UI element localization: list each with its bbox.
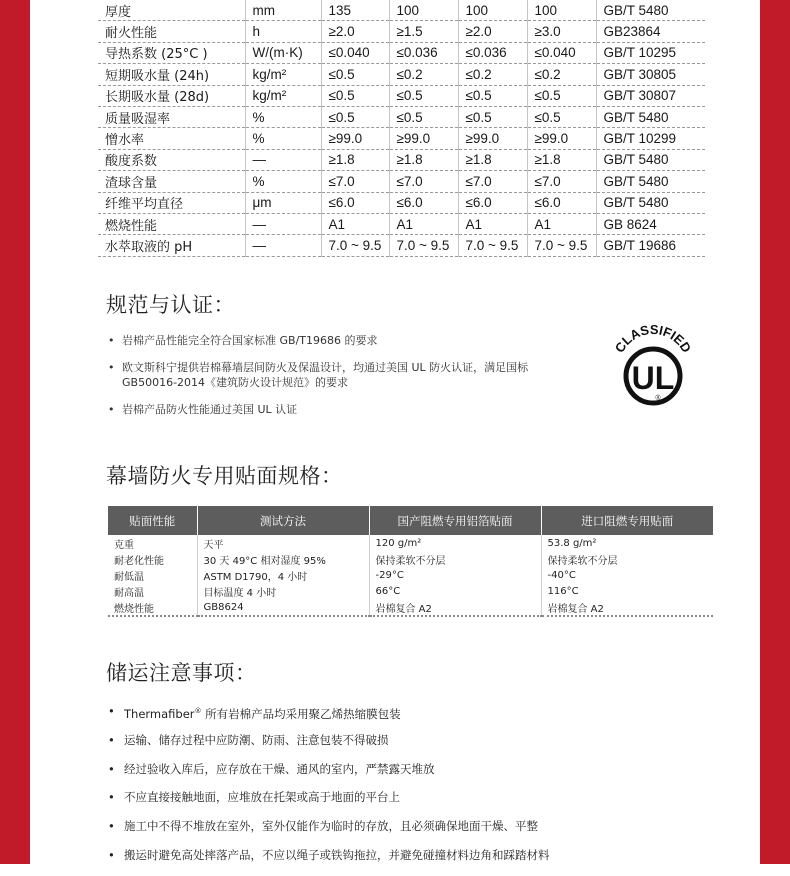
column-header: 进口阻燃专用贴面 xyxy=(541,506,713,535)
table-cell: 燃烧性能 xyxy=(98,213,245,234)
table-cell: 116°C xyxy=(547,585,579,597)
table-row xyxy=(98,21,705,42)
table-cell: 耐低温 xyxy=(108,567,197,583)
table-cell: 渣球含量 xyxy=(98,171,245,192)
table-row xyxy=(98,128,705,149)
table-cell: 天平 xyxy=(197,535,369,551)
table-cell: 保持柔软不分层 xyxy=(369,551,541,567)
table-cell: GB/T 10299 xyxy=(596,128,705,149)
table-cell: ≤0.5 xyxy=(321,64,389,85)
table-cell: ≥2.0 xyxy=(458,21,527,42)
list-item: • 运输、储存过程中应防潮、防雨、注意包装不得破损 xyxy=(108,732,550,761)
table-cell: 耐火性能 xyxy=(98,21,245,42)
table-cell: μm xyxy=(245,192,321,213)
table-cell: 岩棉复合 A2 xyxy=(541,599,713,616)
table-cell: ASTM D1790，4 小时 xyxy=(197,567,369,583)
table-cell: 53.8 g/m² xyxy=(547,537,597,549)
table-cell: 纤维平均直径 xyxy=(98,192,245,213)
table-cell: GB/T 10295 xyxy=(596,42,705,63)
table-cell: 质量吸湿率 xyxy=(98,106,245,127)
table-cell: 135 xyxy=(321,0,389,21)
list-item: • 搬运时避免高处摔落产品，不应以绳子或铁钩拖拉，并避免碰撞材料边角和踩踏材料 xyxy=(108,847,550,876)
table-cell: GB/T 5480 xyxy=(596,192,705,213)
table-cell: ≤0.036 xyxy=(458,42,527,63)
column-header: 国产阻燃专用铝箔贴面 xyxy=(369,506,541,535)
table-cell: ≤6.0 xyxy=(321,192,389,213)
brand-registered: ® xyxy=(194,707,202,715)
list-item: • 岩棉产品防火性能通过美国 UL 认证 xyxy=(108,402,528,417)
table-cell: ≤7.0 xyxy=(527,171,596,192)
table-cell: 耐高温 xyxy=(108,583,197,599)
left-red-border xyxy=(0,0,30,864)
right-red-border xyxy=(760,0,790,864)
table-cell: GB/T 30805 xyxy=(596,64,705,85)
table-cell: GB/T 5480 xyxy=(596,171,705,192)
table-cell: ≥1.8 xyxy=(321,149,389,170)
table-cell: A1 xyxy=(458,213,527,234)
table-cell: kg/m² xyxy=(245,85,321,106)
facing-table xyxy=(108,506,713,617)
table-cell: A1 xyxy=(527,213,596,234)
table-cell: ≤0.5 xyxy=(321,85,389,106)
table-cell: ≥1.8 xyxy=(527,149,596,170)
table-cell: — xyxy=(245,149,321,170)
table-cell: GB/T 19686 xyxy=(596,235,705,256)
table-cell: A1 xyxy=(321,213,389,234)
spec-table xyxy=(98,0,705,257)
table-cell: % xyxy=(245,128,321,149)
table-cell: ≤0.2 xyxy=(527,64,596,85)
table-cell: ≤0.5 xyxy=(321,106,389,127)
table-cell: ≤7.0 xyxy=(458,171,527,192)
table-cell: GB/T 5480 xyxy=(596,0,705,21)
column-header: 贴面性能 xyxy=(108,506,197,535)
table-row xyxy=(98,64,705,85)
table-row xyxy=(108,567,713,583)
table-cell: GB/T 5480 xyxy=(596,106,705,127)
table-row xyxy=(98,106,705,127)
table-cell: mm xyxy=(245,0,321,21)
table-cell: ≤6.0 xyxy=(389,192,458,213)
table-cell: ≥1.5 xyxy=(389,21,458,42)
table-cell: ≤0.5 xyxy=(527,85,596,106)
list-item: • 不应直接接触地面，应堆放在托架或高于地面的平台上 xyxy=(108,789,550,818)
table-cell: 100 xyxy=(527,0,596,21)
table-cell: 30 天 49°C 相对湿度 95% xyxy=(197,551,369,567)
table-cell: ≤6.0 xyxy=(458,192,527,213)
table-row xyxy=(108,535,713,551)
table-cell: GB8624 xyxy=(197,599,369,616)
table-row xyxy=(98,149,705,170)
table-cell: 7.0 ~ 9.5 xyxy=(458,235,527,256)
table-cell: 厚度 xyxy=(98,0,245,21)
table-row xyxy=(108,599,713,616)
table-cell: 憎水率 xyxy=(98,128,245,149)
brand-name: Thermafiber xyxy=(124,706,195,721)
ul-logo-top-text: CLASSIFIED xyxy=(611,321,695,356)
table-cell: ≤0.040 xyxy=(321,42,389,63)
table-cell: ≤7.0 xyxy=(389,171,458,192)
table-cell: -40°C xyxy=(547,569,576,581)
table-cell: ≤0.5 xyxy=(458,85,527,106)
table-cell: ≥99.0 xyxy=(527,128,596,149)
certification-list xyxy=(108,333,528,417)
table-row xyxy=(108,583,713,599)
table-cell: % xyxy=(245,171,321,192)
table-row xyxy=(98,213,705,234)
table-cell: 短期吸水量 (24h) xyxy=(98,64,245,85)
table-cell: 燃烧性能 xyxy=(108,599,197,616)
table-cell: W/(m·K) xyxy=(245,42,321,63)
table-cell: h xyxy=(245,21,321,42)
table-cell: ≥1.8 xyxy=(458,149,527,170)
table-cell: 7.0 ~ 9.5 xyxy=(321,235,389,256)
table-cell: — xyxy=(245,235,321,256)
certification-title: 规范与认证： xyxy=(106,293,235,317)
storage-list xyxy=(108,703,550,876)
table-cell: 水萃取液的 pH xyxy=(98,235,245,256)
list-item: • 经过验收入库后，应存放在干燥、通风的室内，严禁露天堆放 xyxy=(108,761,550,790)
list-item: • 岩棉产品性能完全符合国家标准 GB/T19686 的要求 xyxy=(108,333,528,348)
table-cell: 酸度系数 xyxy=(98,149,245,170)
table-cell: ≤0.2 xyxy=(389,64,458,85)
table-cell: 120 g/m² xyxy=(369,535,541,551)
table-cell: 克重 xyxy=(108,535,197,551)
list-item: • Thermafiber® 所有岩棉产品均采用聚乙烯热缩膜包装 xyxy=(108,703,550,732)
table-row xyxy=(98,235,705,256)
ul-logo-mark: UL xyxy=(631,360,675,396)
table-cell: ≥99.0 xyxy=(321,128,389,149)
table-row xyxy=(98,85,705,106)
table-cell: 100 xyxy=(458,0,527,21)
table-cell: kg/m² xyxy=(245,64,321,85)
table-cell: 7.0 ~ 9.5 xyxy=(527,235,596,256)
facing-title: 幕墙防火专用贴面规格： xyxy=(106,464,343,488)
table-cell: ≥3.0 xyxy=(527,21,596,42)
table-cell: GB 8624 xyxy=(596,213,705,234)
table-cell: % xyxy=(245,106,321,127)
ul-classified-logo xyxy=(603,318,703,410)
table-row xyxy=(98,192,705,213)
table-cell: ≤6.0 xyxy=(527,192,596,213)
table-cell: -29°C xyxy=(369,567,541,583)
table-cell: GB23864 xyxy=(596,21,705,42)
table-cell: A1 xyxy=(389,213,458,234)
table-cell: 长期吸水量 (28d) xyxy=(98,85,245,106)
table-cell: ≥1.8 xyxy=(389,149,458,170)
table-cell: ≤0.5 xyxy=(389,106,458,127)
table-cell: 66°C xyxy=(369,583,541,599)
table-cell: ≤0.040 xyxy=(527,42,596,63)
table-row xyxy=(108,551,713,567)
table-cell: ≤0.5 xyxy=(458,106,527,127)
table-cell: 耐老化性能 xyxy=(108,551,197,567)
storage-title: 储运注意事项： xyxy=(106,661,257,685)
table-cell: 导热系数 (25°C ) xyxy=(98,42,245,63)
table-row xyxy=(98,0,705,21)
list-item: • 欧文斯科宁提供岩棉幕墙层间防火及保温设计，均通过美国 UL 防火认证，满足国标 GB50016-2014《建筑防火设计规范》的要求 xyxy=(108,360,528,390)
table-cell: 100 xyxy=(389,0,458,21)
table-cell: — xyxy=(245,213,321,234)
table-cell: GB/T 30807 xyxy=(596,85,705,106)
table-cell: ≥2.0 xyxy=(321,21,389,42)
table-row xyxy=(98,42,705,63)
table-cell: GB/T 5480 xyxy=(596,149,705,170)
table-cell: ≤0.2 xyxy=(458,64,527,85)
list-item: • 施工中不得不堆放在室外，室外仅能作为临时的存放，且必须确保地面干燥、平整 xyxy=(108,818,550,847)
table-cell: 保持柔软不分层 xyxy=(547,555,618,567)
table-cell: 目标温度 4 小时 xyxy=(197,583,369,599)
table-cell: 岩棉复合 A2 xyxy=(369,599,541,616)
table-cell: 7.0 ~ 9.5 xyxy=(389,235,458,256)
table-cell: ≤0.5 xyxy=(527,106,596,127)
table-row xyxy=(98,171,705,192)
table-cell: ≤0.5 xyxy=(389,85,458,106)
column-header: 测试方法 xyxy=(197,506,369,535)
table-cell: ≥99.0 xyxy=(389,128,458,149)
table-cell: ≥99.0 xyxy=(458,128,527,149)
table-cell: ≤0.036 xyxy=(389,42,458,63)
table-cell: ≤7.0 xyxy=(321,171,389,192)
ul-logo-registered: ® xyxy=(655,395,661,402)
